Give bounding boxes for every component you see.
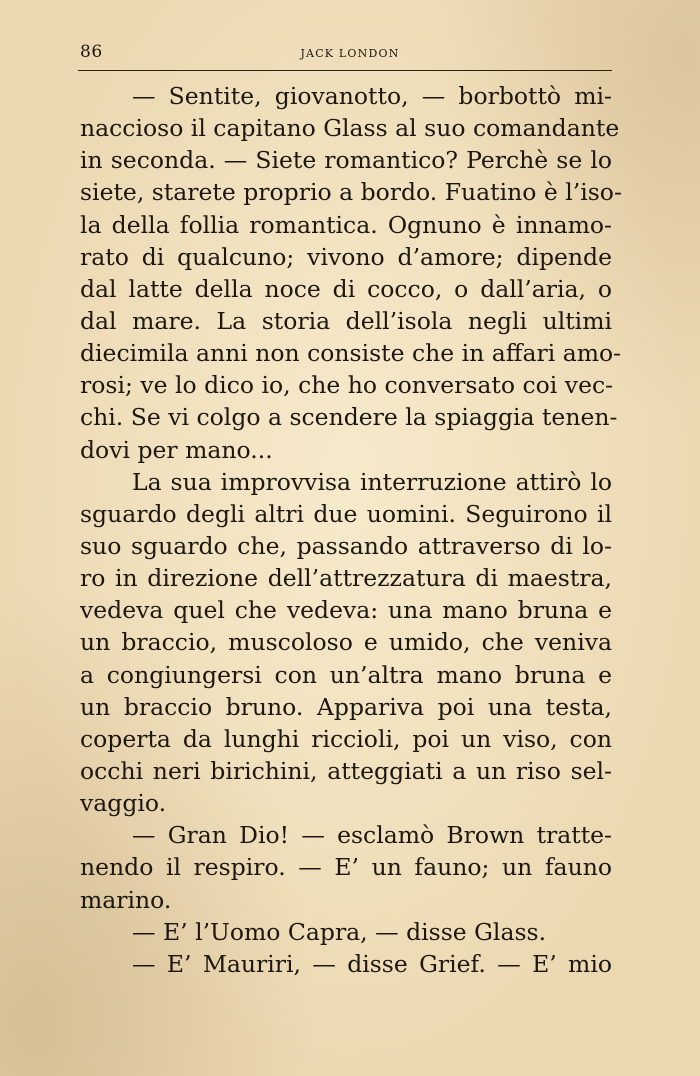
text-line: diecimila anni non consiste che in affari amo- <box>80 339 622 368</box>
text-line: suo sguardo che, passando attraverso di lo- <box>80 531 612 560</box>
text-line: coperta da lunghi riccioli, poi un viso, con <box>80 724 612 753</box>
text-line: dal mare. La storia dell’isola negli ultimi <box>80 306 612 335</box>
header-rule <box>78 70 612 71</box>
text-line: ro in direzione dell’attrezzatura di maestra, <box>80 564 612 593</box>
text-line: un braccio bruno. Appariva poi una testa, <box>80 692 612 721</box>
text-line: chi. Se vi colgo a scendere la spiaggia tenen- <box>80 403 618 432</box>
text-line: — E’ l’Uomo Capra, — disse Glass. <box>132 917 547 946</box>
text-line: un braccio, muscoloso e umido, che veniva <box>80 628 612 657</box>
text-line: la della follia romantica. Ognuno è innamo- <box>80 210 612 239</box>
text-line: in seconda. — Siete romantico? Perchè se lo <box>80 146 612 175</box>
text-line: — Gran Dio! — esclamò Brown tratte- <box>132 821 612 850</box>
running-head: JACK LONDON <box>300 47 400 60</box>
text-line: occhi neri birichini, atteggiati a un riso sel- <box>80 756 612 785</box>
text-line: dal latte della noce di cocco, o dall’aria, o <box>80 274 612 303</box>
text-line: vedeva quel che vedeva: una mano bruna e <box>80 596 612 625</box>
text-line: a congiungersi con un’altra mano bruna e <box>80 660 612 689</box>
text-line: naccioso il capitano Glass al suo comandante <box>80 114 620 143</box>
text-line: — E’ Mauriri, — disse Grief. — E’ mio <box>132 949 612 978</box>
text-line: — Sentite, giovanotto, — borbottò mi- <box>132 82 612 110</box>
text-line: siete, starete proprio a bordo. Fuatino è l’iso- <box>80 178 622 207</box>
text-line: vaggio. <box>80 789 167 818</box>
text-line: dovi per mano... <box>80 435 273 464</box>
text-line: rosi; ve lo dico io, che ho conversato coi vec- <box>80 371 614 400</box>
text-line: nendo il respiro. — E’ un fauno; un fauno <box>80 853 612 882</box>
text-line: sguardo degli altri due uomini. Seguirono il <box>80 499 612 528</box>
text-line: La sua improvvisa interruzione attirò lo <box>132 467 612 496</box>
text-line: marino. <box>80 885 172 914</box>
page-number: 86 <box>80 42 103 62</box>
text-line: rato di qualcuno; vivono d’amore; dipende <box>80 242 612 271</box>
text-block <box>80 80 622 980</box>
